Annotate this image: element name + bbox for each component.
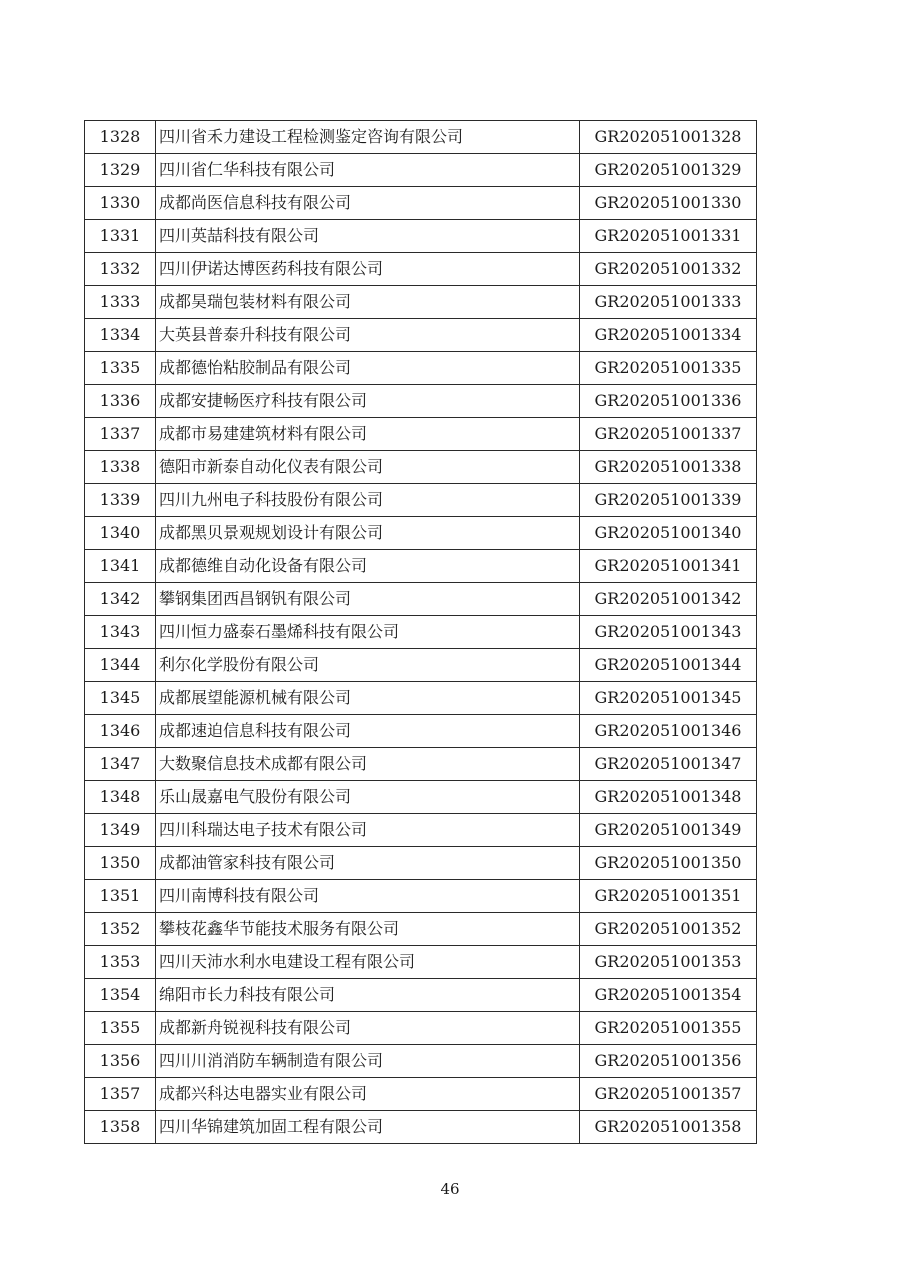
row-number-cell: 1332 [85, 253, 156, 286]
table-row [85, 814, 757, 847]
certificate-number-cell: GR202051001332 [580, 253, 757, 286]
company-name-cell: 乐山晟嘉电气股份有限公司 [156, 781, 580, 814]
certificate-number-cell: GR202051001358 [580, 1111, 757, 1144]
table-row [85, 1111, 757, 1144]
row-number-cell: 1351 [85, 880, 156, 913]
certificate-number-cell: GR202051001333 [580, 286, 757, 319]
certificate-number-cell: GR202051001346 [580, 715, 757, 748]
table-row [85, 517, 757, 550]
company-name-cell: 四川九州电子科技股份有限公司 [156, 484, 580, 517]
page-number: 46 [440, 1180, 460, 1198]
row-number-cell: 1336 [85, 385, 156, 418]
certificate-number-cell: GR202051001344 [580, 649, 757, 682]
row-number-cell: 1341 [85, 550, 156, 583]
table-row [85, 451, 757, 484]
company-name-cell: 四川伊诺达博医药科技有限公司 [156, 253, 580, 286]
row-number-cell: 1357 [85, 1078, 156, 1111]
table-row [85, 1012, 757, 1045]
table-row [85, 1045, 757, 1078]
certificate-number-cell: GR202051001338 [580, 451, 757, 484]
certificate-number-cell: GR202051001345 [580, 682, 757, 715]
row-number-cell: 1353 [85, 946, 156, 979]
table-row [85, 748, 757, 781]
company-name-cell: 四川省禾力建设工程检测鉴定咨询有限公司 [156, 121, 580, 154]
company-name-cell: 四川恒力盛泰石墨烯科技有限公司 [156, 616, 580, 649]
certificate-number-cell: GR202051001341 [580, 550, 757, 583]
table-row [85, 418, 757, 451]
certificate-number-cell: GR202051001340 [580, 517, 757, 550]
row-number-cell: 1328 [85, 121, 156, 154]
table-row [85, 220, 757, 253]
table-body [85, 121, 757, 1144]
company-name-cell: 成都油管家科技有限公司 [156, 847, 580, 880]
table-row [85, 946, 757, 979]
company-name-cell: 成都速迫信息科技有限公司 [156, 715, 580, 748]
row-number-cell: 1344 [85, 649, 156, 682]
row-number-cell: 1337 [85, 418, 156, 451]
certificate-number-cell: GR202051001349 [580, 814, 757, 847]
company-name-cell: 成都德怡粘胶制品有限公司 [156, 352, 580, 385]
row-number-cell: 1343 [85, 616, 156, 649]
company-name-cell: 成都黑贝景观规划设计有限公司 [156, 517, 580, 550]
row-number-cell: 1338 [85, 451, 156, 484]
certificate-number-cell: GR202051001352 [580, 913, 757, 946]
table-row [85, 352, 757, 385]
certificate-number-cell: GR202051001355 [580, 1012, 757, 1045]
table-row [85, 385, 757, 418]
table-row [85, 880, 757, 913]
company-name-cell: 四川英喆科技有限公司 [156, 220, 580, 253]
certificate-number-cell: GR202051001354 [580, 979, 757, 1012]
certificate-number-cell: GR202051001342 [580, 583, 757, 616]
row-number-cell: 1329 [85, 154, 156, 187]
table-row [85, 319, 757, 352]
table-row [85, 616, 757, 649]
row-number-cell: 1348 [85, 781, 156, 814]
company-name-cell: 攀钢集团西昌钢钒有限公司 [156, 583, 580, 616]
certificate-number-cell: GR202051001335 [580, 352, 757, 385]
table-row [85, 781, 757, 814]
row-number-cell: 1333 [85, 286, 156, 319]
row-number-cell: 1340 [85, 517, 156, 550]
company-name-cell: 利尔化学股份有限公司 [156, 649, 580, 682]
certificate-number-cell: GR202051001350 [580, 847, 757, 880]
certificate-number-cell: GR202051001329 [580, 154, 757, 187]
company-name-cell: 四川华锦建筑加固工程有限公司 [156, 1111, 580, 1144]
row-number-cell: 1345 [85, 682, 156, 715]
company-name-cell: 四川科瑞达电子技术有限公司 [156, 814, 580, 847]
table-row [85, 550, 757, 583]
company-name-cell: 德阳市新泰自动化仪表有限公司 [156, 451, 580, 484]
table-row [85, 649, 757, 682]
row-number-cell: 1339 [85, 484, 156, 517]
row-number-cell: 1347 [85, 748, 156, 781]
company-name-cell: 成都展望能源机械有限公司 [156, 682, 580, 715]
company-name-cell: 四川省仁华科技有限公司 [156, 154, 580, 187]
row-number-cell: 1331 [85, 220, 156, 253]
company-table [84, 120, 757, 1144]
certificate-number-cell: GR202051001348 [580, 781, 757, 814]
certificate-number-cell: GR202051001347 [580, 748, 757, 781]
company-name-cell: 大数聚信息技术成都有限公司 [156, 748, 580, 781]
row-number-cell: 1350 [85, 847, 156, 880]
table-row [85, 484, 757, 517]
company-name-cell: 成都新舟锐视科技有限公司 [156, 1012, 580, 1045]
company-name-cell: 成都兴科达电器实业有限公司 [156, 1078, 580, 1111]
certificate-number-cell: GR202051001339 [580, 484, 757, 517]
row-number-cell: 1352 [85, 913, 156, 946]
company-name-cell: 四川南博科技有限公司 [156, 880, 580, 913]
row-number-cell: 1356 [85, 1045, 156, 1078]
certificate-number-cell: GR202051001351 [580, 880, 757, 913]
row-number-cell: 1355 [85, 1012, 156, 1045]
table-row [85, 121, 757, 154]
row-number-cell: 1334 [85, 319, 156, 352]
table-row [85, 847, 757, 880]
row-number-cell: 1342 [85, 583, 156, 616]
table-row [85, 682, 757, 715]
table-row [85, 187, 757, 220]
table-row [85, 154, 757, 187]
certificate-number-cell: GR202051001328 [580, 121, 757, 154]
row-number-cell: 1358 [85, 1111, 156, 1144]
company-name-cell: 四川天沛水利水电建设工程有限公司 [156, 946, 580, 979]
certificate-number-cell: GR202051001343 [580, 616, 757, 649]
table-row [85, 1078, 757, 1111]
row-number-cell: 1335 [85, 352, 156, 385]
company-name-cell: 成都德维自动化设备有限公司 [156, 550, 580, 583]
company-name-cell: 成都安捷畅医疗科技有限公司 [156, 385, 580, 418]
certificate-number-cell: GR202051001336 [580, 385, 757, 418]
company-name-cell: 四川川消消防车辆制造有限公司 [156, 1045, 580, 1078]
row-number-cell: 1330 [85, 187, 156, 220]
company-name-cell: 成都昊瑞包装材料有限公司 [156, 286, 580, 319]
row-number-cell: 1346 [85, 715, 156, 748]
company-name-cell: 大英县普泰升科技有限公司 [156, 319, 580, 352]
certificate-number-cell: GR202051001330 [580, 187, 757, 220]
table-row [85, 913, 757, 946]
certificate-number-cell: GR202051001334 [580, 319, 757, 352]
company-name-cell: 绵阳市长力科技有限公司 [156, 979, 580, 1012]
row-number-cell: 1354 [85, 979, 156, 1012]
row-number-cell: 1349 [85, 814, 156, 847]
certificate-number-cell: GR202051001353 [580, 946, 757, 979]
table-row [85, 979, 757, 1012]
table-row [85, 253, 757, 286]
company-name-cell: 成都市易建建筑材料有限公司 [156, 418, 580, 451]
certificate-number-cell: GR202051001357 [580, 1078, 757, 1111]
table-row [85, 286, 757, 319]
table-row [85, 583, 757, 616]
table-row [85, 715, 757, 748]
company-name-cell: 攀枝花鑫华节能技术服务有限公司 [156, 913, 580, 946]
certificate-number-cell: GR202051001331 [580, 220, 757, 253]
certificate-number-cell: GR202051001356 [580, 1045, 757, 1078]
company-name-cell: 成都尚医信息科技有限公司 [156, 187, 580, 220]
certificate-number-cell: GR202051001337 [580, 418, 757, 451]
